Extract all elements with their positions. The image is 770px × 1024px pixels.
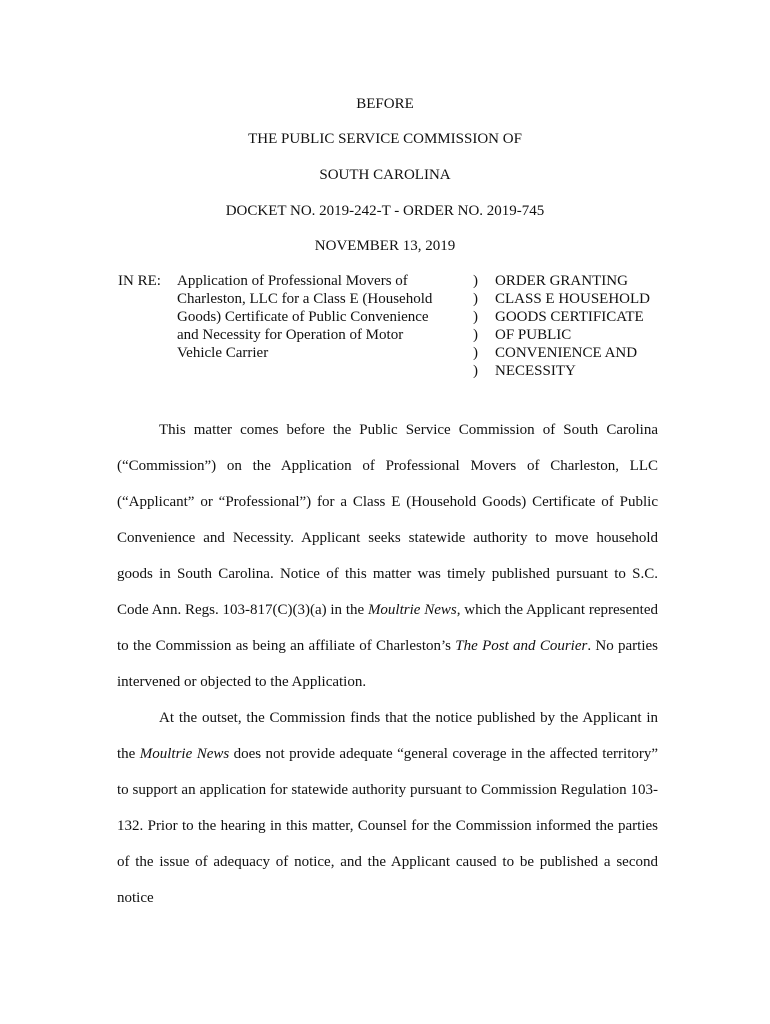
case-title-line: Goods) Certificate of Public Convenience: [177, 309, 429, 325]
caption-paren: ): [473, 291, 478, 307]
order-title-line: NECESSITY: [495, 363, 576, 379]
order-title-line: OF PUBLIC: [495, 327, 572, 343]
caption-paren: ): [473, 363, 478, 379]
docket-number: DOCKET NO. 2019-242-T - ORDER NO. 2019-745: [225, 203, 545, 219]
case-title-line: and Necessity for Operation of Motor: [177, 327, 404, 343]
order-body: [117, 412, 658, 916]
caption-paren: ): [473, 327, 478, 343]
header-state: SOUTH CAROLINA: [319, 167, 451, 183]
publication-name: Moultrie News: [367, 602, 457, 618]
in-re-label: IN RE:: [118, 273, 161, 289]
order-title-line: ORDER GRANTING: [495, 273, 628, 289]
paragraph-1-text-c: . No parties intervened or objected to the Application.: [117, 638, 658, 690]
case-title-line: Application of Professional Movers of: [177, 273, 408, 289]
order-title-line: CONVENIENCE AND: [495, 345, 638, 361]
paragraph-1-text-b: , which the Applicant represented to the Commission as being an affiliate of Charleston’s: [117, 602, 658, 654]
case-title-line: Charleston, LLC for a Class E (Household: [177, 291, 433, 307]
paragraph-2-text-a: At the outset, the Commission finds that the notice published by the Applicant in the: [117, 710, 658, 762]
publication-name: Moultrie News: [139, 746, 230, 762]
newspaper-name: The Post and Courier: [455, 638, 588, 654]
caption-paren: ): [473, 309, 478, 325]
paragraph-2: [117, 700, 658, 916]
caption-paren: ): [473, 273, 478, 289]
order-title: [495, 272, 695, 380]
caption-paren: ): [473, 345, 478, 361]
header-commission: THE PUBLIC SERVICE COMMISSION OF: [248, 131, 522, 147]
paragraph-1-text-a: This matter comes before the Public Service Commission of South Carolina (“Commission”) on the Application of Professional Movers of Charleston, LLC (“Applicant” or “Professional”) for a Class E (Household Goods) Certificate of Public Convenience and Necessity. Applicant seeks statewide authority to move household goods in South Carolina. Notice of this matter was timely published pursuant to S.C. Code Ann. Regs. 103-817(C)(3)(a) in the: [117, 422, 658, 618]
caption-parentheses: [473, 272, 485, 380]
case-title-line: Vehicle Carrier: [177, 345, 269, 361]
paragraph-2-text-b: does not provide adequate “general coverage in the affected territory” to support an application for statewide authority pursuant to Commission Regulation 103-132. Prior to the hearing in this matter, Counsel for the Commission informed the parties of the issue of adequacy of notice, and the Applicant caused to be published a second notice: [117, 746, 659, 906]
order-title-line: GOODS CERTIFICATE: [495, 309, 644, 325]
order-title-line: CLASS E HOUSEHOLD: [495, 291, 651, 307]
paragraph-1: [117, 412, 658, 700]
order-date: NOVEMBER 13, 2019: [314, 238, 456, 254]
header-before: BEFORE: [356, 96, 414, 112]
case-title: [177, 272, 457, 362]
